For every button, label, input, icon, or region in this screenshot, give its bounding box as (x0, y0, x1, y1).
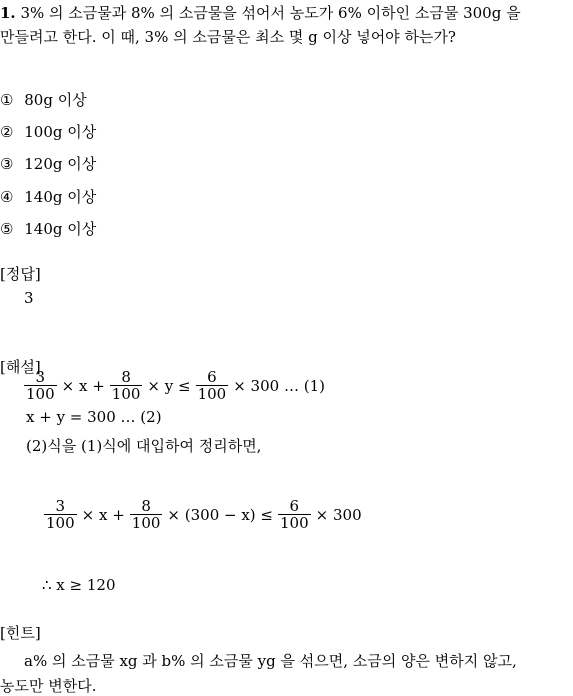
choice-marker: ③ (0, 155, 14, 173)
equation-term: × (300 − x) ≤ (167, 505, 273, 524)
choice-marker: ④ (0, 188, 14, 206)
hint-line1: a% 의 소금물 xg 과 b% 의 소금물 yg 을 섞으면, 소금의 양은 변하지 않고, (24, 652, 517, 670)
choice-text: 100g 이상 (24, 123, 97, 141)
question-line2: 만들려고 한다. 이 때, 3% 의 소금물은 최소 몇 g 이상 넣어야 하는가? (0, 28, 456, 46)
solution-equation-2: x + y = 300 … (2) (26, 408, 162, 426)
fraction: $\frac{6}{100}$ (197, 368, 227, 403)
equation-term: × x + (61, 376, 105, 395)
choice-4[interactable] (0, 186, 96, 207)
answer-value: 3 (24, 289, 34, 307)
equation-term: × x + (81, 505, 125, 524)
equation-term: × 300 … (1) (233, 376, 325, 395)
fraction: $\frac{8}{100}$ (111, 368, 141, 403)
fraction: $\frac{3}{100}$ (46, 497, 75, 532)
equation-term: × y ≤ (147, 376, 191, 395)
answer-heading: [정답] (0, 265, 41, 283)
question-text-line1 (0, 2, 521, 23)
fraction: $\frac{8}{100}$ (131, 497, 161, 532)
solution-equation-3 (42, 498, 362, 531)
choice-marker: ⑤ (0, 220, 14, 238)
choice-marker: ① (0, 91, 14, 109)
choice-marker: ② (0, 123, 14, 141)
hint-heading: [힌트] (0, 624, 41, 642)
question-line1: 3% 의 소금물과 8% 의 소금물을 섞어서 농도가 6% 이하인 소금물 300g 을 (20, 4, 521, 22)
choice-5[interactable] (0, 218, 96, 239)
solution-step: (2)식을 (1)식에 대입하여 정리하면, (26, 437, 262, 455)
choice-1[interactable] (0, 89, 87, 110)
choice-3[interactable] (0, 153, 96, 174)
question-number: 1. (0, 4, 16, 22)
choice-text: 140g 이상 (24, 220, 97, 238)
choice-text: 140g 이상 (24, 188, 97, 206)
choice-text: 80g 이상 (24, 91, 87, 109)
solution-conclusion: ∴ x ≥ 120 (42, 576, 116, 594)
fraction: $\frac{3}{100}$ (26, 368, 55, 403)
equation-term: × 300 (315, 505, 362, 524)
hint-line2: 농도만 변한다. (0, 677, 97, 695)
fraction: $\frac{6}{100}$ (280, 497, 309, 532)
solution-equation-1 (22, 369, 325, 402)
solution-heading: [해설] (0, 358, 41, 376)
choice-text: 120g 이상 (24, 155, 97, 173)
choice-2[interactable] (0, 121, 96, 142)
